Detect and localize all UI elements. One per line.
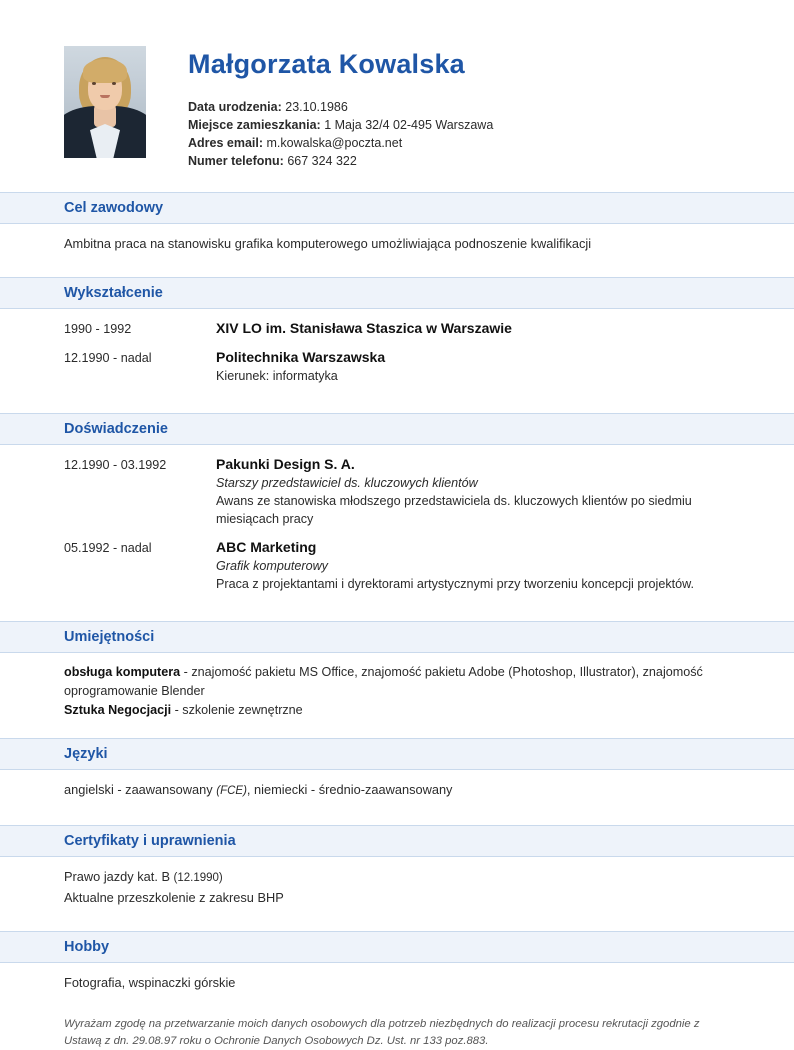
languages-text (64, 780, 730, 807)
section-title-languages: Języki (64, 745, 108, 762)
certificate-item-text: Prawo jazdy kat. B (64, 868, 174, 884)
cv-header (0, 0, 794, 170)
section-header-education (0, 277, 794, 309)
experience-item-detail (216, 538, 730, 593)
education-item-period: 1990 - 1992 (64, 321, 132, 336)
languages-certificate: (FCE) (216, 784, 247, 797)
experience-item-desc: Awans ze stanowiska młodszego przedstawiciela ds. kluczowych klientów po siedmiu miesiącach pracy (216, 493, 692, 526)
section-header-hobby (0, 931, 794, 963)
contact-phone-label: Numer telefonu: (188, 153, 284, 168)
education-item-detail (216, 319, 730, 338)
education-item-period: 12.1990 - nadal (64, 350, 152, 365)
header-info (188, 46, 730, 170)
section-body-education (0, 309, 794, 395)
skill-item-name: obsługa komputera (64, 664, 181, 679)
experience-item-detail (216, 455, 730, 528)
section-body-experience (0, 445, 794, 603)
contact-birthdate-label: Data urodzenia: (188, 99, 282, 114)
skill-item (64, 663, 730, 701)
section-title-skills: Umiejętności (64, 628, 155, 645)
section-title-experience: Doświadczenie (64, 420, 168, 437)
contact-birthdate-value: 23.10.1986 (285, 99, 348, 114)
section-title-goal: Cel zawodowy (64, 199, 164, 216)
section-header-experience (0, 413, 794, 445)
section-title-education: Wykształcenie (64, 284, 163, 301)
section-header-skills (0, 621, 794, 653)
languages-text-before: angielski - zaawansowany (64, 781, 217, 797)
section-title-hobby: Hobby (64, 938, 110, 955)
contact-address (188, 116, 730, 134)
education-item-title: XIV LO im. Stanisława Staszica w Warszawie (216, 319, 512, 336)
skill-item (64, 701, 730, 720)
skill-item-desc: - szkolenie zewnętrzne (171, 702, 303, 717)
contact-email-label: Adres email: (188, 135, 264, 150)
contact-address-value: 1 Maja 32/4 02-495 Warszawa (324, 117, 494, 132)
experience-item (64, 538, 730, 603)
education-item-title: Politechnika Warszawska (216, 348, 386, 365)
right-eye (112, 82, 116, 85)
section-body-hobby (0, 963, 794, 998)
education-item (64, 319, 730, 348)
skill-item-name: Sztuka Negocjacji (64, 702, 172, 717)
page-title: Małgorzata Kowalska (188, 49, 465, 79)
education-item (64, 348, 730, 395)
experience-item-period: 05.1992 - nadal (64, 540, 152, 555)
section-body-certificates (0, 857, 794, 913)
contact-email-value[interactable]: m.kowalska@poczta.net (266, 135, 403, 150)
contact-email (188, 134, 730, 152)
consent-clause: Wyrażam zgodę na przetwarzanie moich danych osobowych dla potrzeb niezbędnych do realizacji procesu rekrutacji zgodnie z Ustawą z dn. 29.08.97 roku o Ochronie Danych Osobowych Dz. Ust. nr 133 poz.883. (64, 1017, 700, 1047)
certificate-item-text: Aktualne przeszkolenie z zakresu BHP (64, 889, 284, 905)
left-eye (92, 82, 96, 85)
experience-item-subtitle: Grafik komputerowy (216, 558, 328, 573)
experience-item-title: Pakunki Design S. A. (216, 455, 355, 472)
contact-phone-value: 667 324 322 (287, 153, 357, 168)
certificate-item (64, 888, 730, 913)
section-body-goal (0, 224, 794, 259)
experience-item-title: ABC Marketing (216, 538, 317, 555)
section-header-languages (0, 738, 794, 770)
section-title-certificates: Certyfikaty i uprawnienia (64, 832, 236, 849)
section-body-skills (0, 653, 794, 720)
languages-text-after: , niemiecki - średnio-zaawansowany (246, 781, 453, 797)
contact-birthdate (188, 98, 730, 116)
certificate-item-date: (12.1990) (173, 871, 223, 884)
experience-item-desc: Praca z projektantami i dyrektorami artystycznymi przy tworzeniu koncepcji projektów. (216, 576, 695, 591)
contact-phone (188, 152, 730, 170)
section-header-goal (0, 192, 794, 224)
portrait-photo (64, 46, 146, 158)
hobby-text: Fotografia, wspinaczki górskie (64, 974, 236, 990)
goal-text: Ambitna praca na stanowisku grafika komputerowego umożliwiająca podnoszenie kwalifikacji (64, 235, 592, 251)
contact-address-label: Miejsce zamieszkania: (188, 117, 321, 132)
education-item-detail (216, 348, 730, 385)
hair-front-shape (83, 59, 127, 83)
experience-item (64, 455, 730, 538)
skill-item-desc: - znajomość pakietu MS Office, znajomość pakietu Adobe (Photoshop, Illustrator), znajomość oprogramowanie Blender (64, 664, 703, 698)
section-header-certificates (0, 825, 794, 857)
experience-item-subtitle: Starszy przedstawiciel ds. kluczowych klientów (216, 475, 478, 490)
certificate-item (64, 867, 730, 888)
education-item-desc: Kierunek: informatyka (216, 368, 338, 383)
section-body-languages (0, 770, 794, 807)
experience-item-period: 12.1990 - 03.1992 (64, 457, 167, 472)
